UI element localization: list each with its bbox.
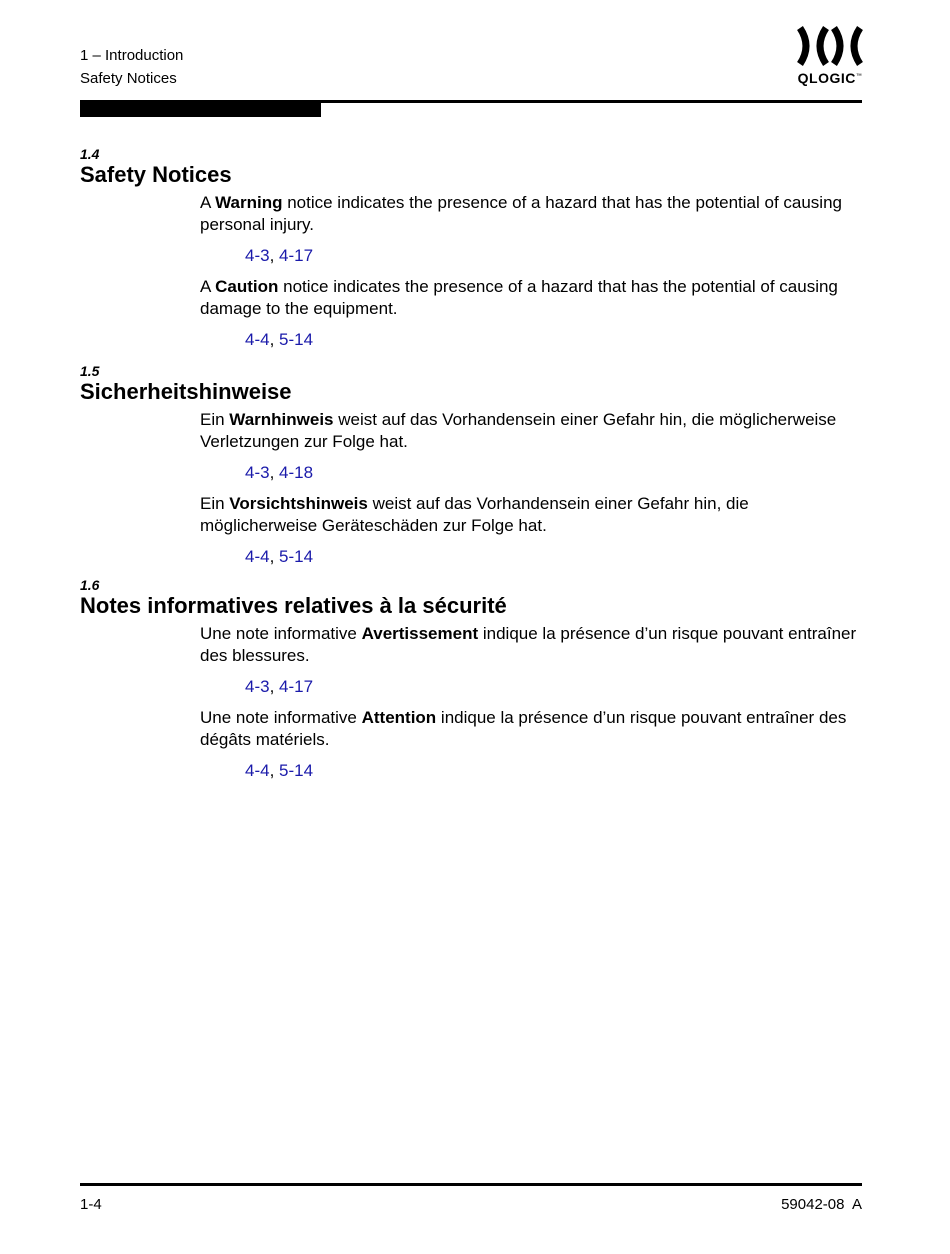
header-section: Safety Notices xyxy=(80,70,177,87)
section-title: Notes informatives relatives à la sécurité xyxy=(80,593,507,618)
reference-link[interactable]: 5-14 xyxy=(279,547,314,566)
section-1-4 xyxy=(80,146,862,360)
page-number: 1-4 xyxy=(80,1196,102,1213)
reference-links: 4-3, 4-17 xyxy=(245,677,314,696)
reference-link[interactable]: 4-3 xyxy=(245,463,270,482)
header-bar xyxy=(80,103,321,117)
section-1-5 xyxy=(80,363,862,577)
notice-keyword: Warning xyxy=(215,193,283,212)
section-number: 1.4 xyxy=(80,146,100,162)
notice-keyword: Caution xyxy=(215,277,279,296)
section-title: Safety Notices xyxy=(80,162,232,187)
notice-paragraph: Ein Warnhinweis weist auf das Vorhandensein einer Gefahr hin, die möglicherweise Verletzungen zur Folge hat. xyxy=(200,410,837,451)
section-title: Sicherheitshinweise xyxy=(80,379,292,404)
reference-link[interactable]: 4-3 xyxy=(245,246,270,265)
reference-link[interactable]: 4-4 xyxy=(245,761,270,780)
notice-paragraph: Ein Vorsichtshinweis weist auf das Vorhandensein einer Gefahr hin, die möglicherweise Geräteschäden zur Folge hat. xyxy=(200,494,749,535)
section-1-6 xyxy=(80,577,862,791)
footer-rule xyxy=(80,1183,862,1186)
reference-link[interactable]: 4-4 xyxy=(245,547,270,566)
section-number: 1.5 xyxy=(80,363,100,379)
reference-links: 4-4, 5-14 xyxy=(245,330,314,349)
qlogic-logo-icon xyxy=(796,24,864,68)
reference-link[interactable]: 4-17 xyxy=(279,677,314,696)
reference-link[interactable]: 4-3 xyxy=(245,677,270,696)
reference-link[interactable]: 4-4 xyxy=(245,330,270,349)
running-header xyxy=(80,44,183,90)
notice-keyword: Warnhinweis xyxy=(229,410,334,429)
header-chapter: 1 – Introduction xyxy=(80,47,184,64)
reference-links: 4-3, 4-17 xyxy=(245,246,314,265)
notice-keyword: Attention xyxy=(361,708,437,727)
reference-links: 4-4, 5-14 xyxy=(245,761,314,780)
reference-link[interactable]: 5-14 xyxy=(279,761,314,780)
notice-paragraph: A Caution notice indicates the presence of a hazard that has the potential of causing damage to the equipment. xyxy=(200,277,838,318)
reference-link[interactable]: 5-14 xyxy=(279,330,314,349)
notice-paragraph: Une note informative Avertissement indique la présence d’un risque pouvant entraîner des blessures. xyxy=(200,624,857,665)
logo-text: QLOGIC xyxy=(797,70,856,86)
notice-paragraph: Une note informative Attention indique la présence d’un risque pouvant entraîner des dégâts matériels. xyxy=(200,708,847,749)
reference-links: 4-3, 4-18 xyxy=(245,463,314,482)
notice-keyword: Avertissement xyxy=(361,624,479,643)
section-number: 1.6 xyxy=(80,577,100,593)
document-number: 59042-08 A xyxy=(781,1196,862,1213)
reference-link[interactable]: 4-18 xyxy=(279,463,314,482)
qlogic-logo xyxy=(796,24,864,86)
reference-links: 4-4, 5-14 xyxy=(245,547,314,566)
logo-trademark: ™ xyxy=(855,73,863,80)
reference-link[interactable]: 4-17 xyxy=(279,246,314,265)
notice-keyword: Vorsichtshinweis xyxy=(229,494,368,513)
notice-paragraph: A Warning notice indicates the presence of a hazard that has the potential of causing personal injury. xyxy=(200,193,842,234)
